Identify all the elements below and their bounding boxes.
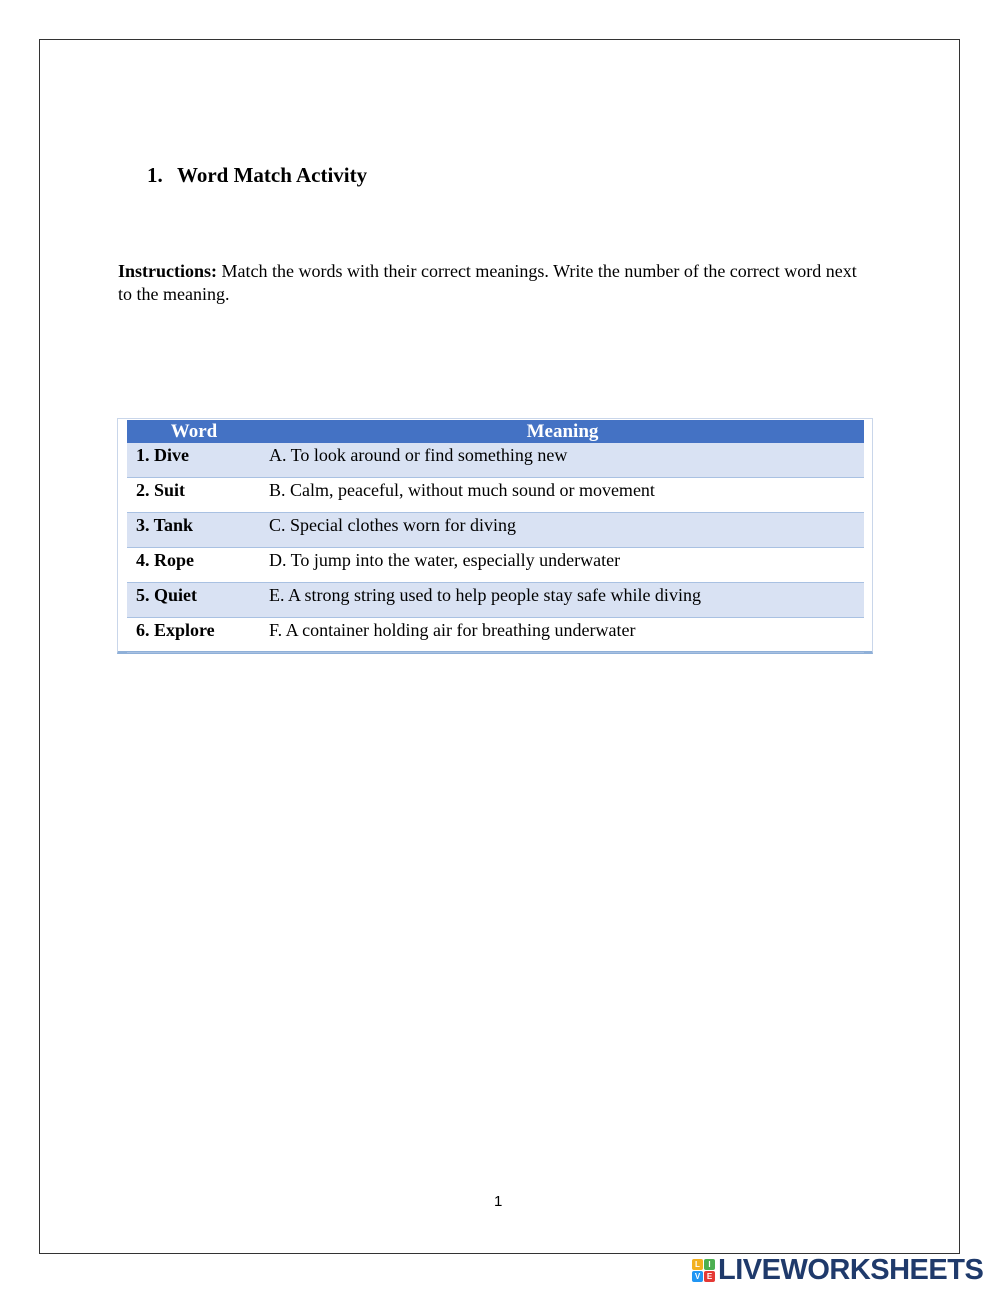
section-heading bbox=[147, 163, 367, 188]
logo-letter: E bbox=[704, 1271, 715, 1282]
liveworksheets-brand[interactable] bbox=[692, 1255, 983, 1285]
section-number: 1. bbox=[147, 163, 163, 187]
meaning-cell: C. Special clothes worn for diving bbox=[261, 513, 864, 548]
word-cell: 4. Rope bbox=[127, 548, 261, 583]
section-title: Word Match Activity bbox=[177, 163, 368, 187]
instructions-text: Match the words with their correct meanings. Write the number of the correct word next to the meaning. bbox=[118, 261, 857, 304]
table-row bbox=[127, 618, 864, 653]
logo-letter: V bbox=[692, 1271, 703, 1282]
word-cell: 5. Quiet bbox=[127, 583, 261, 618]
meaning-cell: F. A container holding air for breathing underwater bbox=[261, 618, 864, 653]
word-match-table bbox=[127, 420, 864, 653]
meaning-cell: D. To jump into the water, especially underwater bbox=[261, 548, 864, 583]
table-row bbox=[127, 583, 864, 618]
word-cell: 1. Dive bbox=[127, 443, 261, 478]
liveworksheets-logo-icon bbox=[692, 1259, 715, 1282]
page-number: 1 bbox=[494, 1193, 503, 1210]
meaning-cell: E. A strong string used to help people stay safe while diving bbox=[261, 583, 864, 618]
meaning-cell: B. Calm, peaceful, without much sound or movement bbox=[261, 478, 864, 513]
meaning-cell: A. To look around or find something new bbox=[261, 443, 864, 478]
word-cell: 3. Tank bbox=[127, 513, 261, 548]
table-row bbox=[127, 478, 864, 513]
table-header-row bbox=[127, 420, 864, 443]
word-column-header: Word bbox=[127, 420, 261, 443]
table-row bbox=[127, 513, 864, 548]
instructions-label: Instructions: bbox=[118, 261, 218, 281]
brand-name: LIVEWORKSHEETS bbox=[718, 1253, 984, 1286]
word-cell: 2. Suit bbox=[127, 478, 261, 513]
word-match-table-container bbox=[117, 418, 873, 654]
instructions bbox=[118, 260, 858, 306]
meaning-column-header: Meaning bbox=[261, 420, 864, 443]
table-row bbox=[127, 548, 864, 583]
logo-letter: I bbox=[704, 1259, 715, 1270]
table-row bbox=[127, 443, 864, 478]
logo-letter: L bbox=[692, 1259, 703, 1270]
word-cell: 6. Explore bbox=[127, 618, 261, 653]
